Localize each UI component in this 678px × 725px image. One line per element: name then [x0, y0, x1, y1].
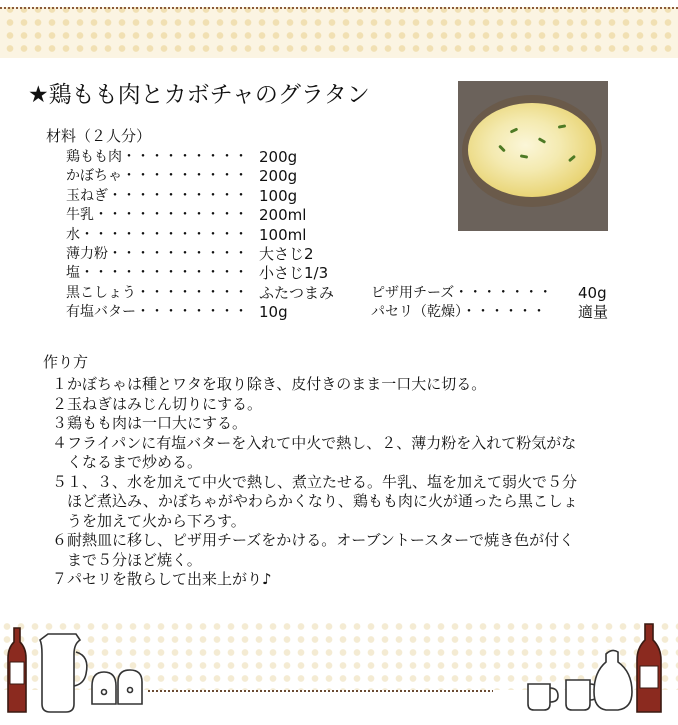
ingredient-name: 水・・・・・・・・・・・・: [66, 226, 248, 243]
method-heading: 作り方: [43, 353, 89, 371]
ingredient-amount: ふたつまみ: [259, 283, 335, 302]
method-step-line: ３鶏もも肉は一口大にする。: [52, 414, 248, 432]
ingredient-name: かぼちゃ・・・・・・・・・: [66, 168, 248, 185]
method-step-line: うを加えて火から下ろす。: [52, 511, 246, 530]
ingredient-amount: 小さじ1/3: [259, 264, 329, 283]
ingredient-amount: 200ml: [259, 206, 307, 225]
method-step-line: ５１、３、水を加えて中火で熱し、煮立たせる。牛乳、塩を加えて弱火で５分: [52, 472, 578, 491]
ingredient-amount: 10g: [259, 303, 288, 322]
method-step-line: ２玉ねぎはみじん切りにする。: [52, 394, 263, 413]
ingredient-name: パセリ（乾燥）・・・・・・: [371, 304, 546, 321]
method-step-line: １かぼちゃは種とワタを取り除き、皮付きのまま一口大に切る。: [52, 375, 487, 393]
ingredient-name: 黒こしょう・・・・・・・・: [66, 284, 248, 301]
ingredient-name: 有塩バター・・・・・・・・: [66, 304, 248, 321]
ingredient-name: 牛乳・・・・・・・・・・・: [66, 207, 248, 224]
ingredient-name: 鶏もも肉・・・・・・・・・: [66, 149, 248, 165]
ingredient-amount: 200g: [259, 148, 298, 166]
gratin-photo: [458, 81, 608, 231]
ingredients-heading: 材料（２人分）: [46, 127, 152, 145]
method-step-line: ６耐熱皿に移し、ピザ用チーズをかける。オーブントースターで焼き色が付く: [52, 531, 575, 549]
kitchenware-illustration: [0, 600, 678, 725]
ingredient-amount: 適量: [578, 303, 609, 322]
ingredient-name: ピザ用チーズ・・・・・・・: [371, 284, 553, 301]
ingredient-amount: 100g: [259, 186, 298, 205]
ingredient-name: 玉ねぎ・・・・・・・・・・: [66, 187, 248, 204]
ingredient-amount: 大さじ2: [259, 245, 314, 263]
ingredient-amount: 200g: [259, 167, 298, 186]
ingredient-amount: 40g: [578, 283, 607, 302]
page-title: ★鶏もも肉とカボチャのグラタン: [28, 82, 370, 108]
method-step-line: ４フライパンに有塩バターを入れて中火で熱し、２、薄力粉を入れて粉気がな: [52, 433, 577, 452]
method-step-line: ７パセリを散らして出来上がり♪: [52, 570, 272, 588]
ingredient-amount: 100ml: [259, 225, 307, 244]
method-step-line: まで５分ほど焼く。: [52, 550, 202, 569]
ingredient-name: 薄力粉・・・・・・・・・・: [66, 246, 248, 262]
method-step-line: くなるまで炒める。: [52, 453, 203, 471]
gratin-surface: [468, 103, 596, 197]
method-step-line: ほど煮込み、かぼちゃがやわらかくなり、鶏もも肉に火が通ったら黒こしょ: [52, 492, 578, 510]
bottom-decoration: [0, 600, 678, 725]
ingredient-name: 塩・・・・・・・・・・・・: [66, 265, 248, 282]
top-decorative-band: [0, 0, 678, 58]
